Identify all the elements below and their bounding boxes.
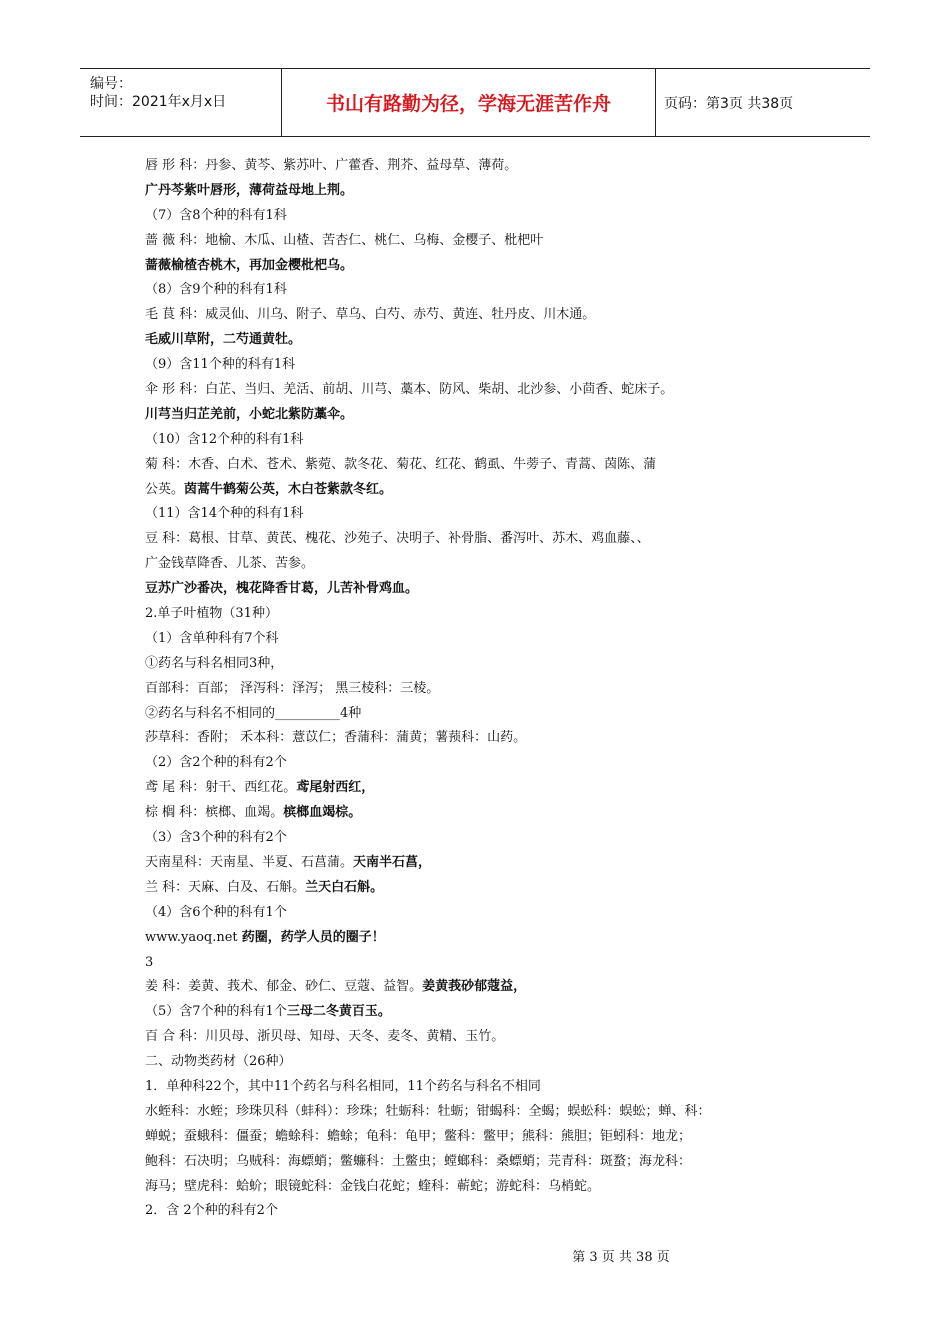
- text-line: [145, 876, 865, 901]
- line-text: （5）含7个种的科有1个: [145, 1004, 287, 1020]
- header-id-label: 编号：: [90, 76, 132, 92]
- text-line: [145, 403, 865, 428]
- line-text: 百部科：百部； 泽泻科：泽泻； 黑三棱科：三棱。: [145, 680, 440, 696]
- text-line: [145, 751, 865, 776]
- footer-page-number: 第 3 页 共 38 页: [572, 1250, 670, 1265]
- mnemonic-text: 三母二冬黄百玉。: [286, 1004, 391, 1020]
- line-text: 蝉蜕；蚕蛾科：僵蚕；蟾蜍科：蟾蜍；龟科：龟甲；鳖科：鳖甲；熊科：熊胆；钜蚓科：地龙；: [145, 1128, 692, 1144]
- line-text: 豆 科：葛根、甘草、黄芪、槐花、沙苑子、决明子、补骨脂、番泻叶、苏木、鸡血藤、、: [145, 531, 650, 547]
- mnemonic-text: 兰天白石斛。: [305, 879, 384, 895]
- text-line: [145, 1050, 865, 1075]
- page-footer: [0, 1246, 950, 1265]
- mnemonic-text: 槟榔血竭棕。: [283, 805, 362, 821]
- text-line: [145, 926, 865, 951]
- line-text: （8）含9个种的科有1科: [145, 282, 287, 298]
- line-text: 水蛭科：水蛭；珍珠贝科（蚌科）：珍珠；牡蛎科：牡蛎；钳蝎科：全蝎；蜈蚣科：蜈蚣；蝉、科：: [145, 1103, 711, 1119]
- text-line: [145, 627, 865, 652]
- line-text: www.yaoq.net: [145, 929, 242, 945]
- text-line: [145, 1100, 865, 1125]
- mnemonic-text: 广丹芩紫叶唇形，薄荷益母地上荆。: [145, 182, 354, 198]
- text-line: [145, 776, 865, 801]
- mnemonic-text: 鸢尾射西红，: [296, 780, 375, 796]
- text-line: [145, 552, 865, 577]
- text-line: [145, 154, 865, 179]
- text-line: [145, 478, 865, 503]
- line-text: ①药名与科名相同3种，: [145, 655, 284, 671]
- text-line: [145, 577, 865, 602]
- line-text: 天南星科：天南星、半夏、石菖蒲。: [145, 854, 354, 870]
- header-meta: [80, 69, 282, 136]
- mnemonic-text: 毛威川草附，二芍通黄牡。: [145, 332, 302, 348]
- line-text: （9）含11个种的科有1科: [145, 357, 296, 373]
- page-header: [80, 68, 870, 137]
- text-line: [145, 901, 865, 926]
- text-line: [145, 951, 865, 976]
- mnemonic-text: 豆苏广沙番决，槐花降香甘葛，儿苦补骨鸡血。: [145, 581, 419, 597]
- text-line: [145, 303, 865, 328]
- line-text: 兰 科：天麻、白及、石斛。: [145, 879, 306, 895]
- line-text: （4）含6个种的科有1个: [145, 904, 287, 920]
- text-line: [145, 428, 865, 453]
- line-text: 伞 形 科：白芷、当归、羌活、前胡、川芎、藁本、防风、柴胡、北沙参、小茴香、蛇床子。: [145, 382, 674, 398]
- line-text: 毛 茛 科：威灵仙、川乌、附子、草乌、白芍、赤芍、黄连、牡丹皮、川木通。: [145, 307, 596, 323]
- text-line: [145, 726, 865, 751]
- text-line: [145, 602, 865, 627]
- text-line: [145, 502, 865, 527]
- mnemonic-text: 姜黄莪砂郁蔻益，: [422, 979, 527, 995]
- line-text: 姜 科：姜黄、莪术、郁金、砂仁、豆蔻、益智。: [145, 979, 423, 995]
- text-line: [145, 353, 865, 378]
- text-line: [145, 204, 865, 229]
- text-line: [145, 1199, 865, 1224]
- text-line: [145, 328, 865, 353]
- line-text: 棕 榈 科：槟榔、血竭。: [145, 805, 284, 821]
- text-line: [145, 677, 865, 702]
- text-line: [145, 378, 865, 403]
- text-line: [145, 975, 865, 1000]
- line-text: 菊 科：木香、白术、苍术、紫菀、款冬花、菊花、红花、鹤虱、牛蒡子、青蒿、茵陈、蒲: [145, 456, 657, 472]
- document-body: [145, 154, 865, 1224]
- line-text: 1．单种科22个，其中11个药名与科名相同，11个药名与科名不相同: [145, 1078, 541, 1094]
- mnemonic-text: 蔷薇榆楂杏桃木，再加金樱枇杷乌。: [145, 257, 354, 273]
- line-text: 唇 形 科：丹参、黄芩、紫苏叶、广藿香、荆芥、益母草、薄荷。: [145, 158, 518, 173]
- mnemonic-text: 药圈，药学人员的圈子！: [241, 929, 385, 945]
- line-text: （10）含12个种的科有1科: [145, 431, 304, 447]
- text-line: [145, 1000, 865, 1025]
- line-text: 广金钱草降香、儿茶、苦参。: [145, 556, 315, 572]
- line-text: 二、动物类药材（26种）: [145, 1054, 292, 1070]
- mnemonic-text: 天南半石菖，: [353, 854, 432, 870]
- header-page-label: 页码：第3页 共38页: [664, 95, 794, 112]
- text-line: [145, 1075, 865, 1100]
- text-line: [145, 851, 865, 876]
- header-time-label: 时间：2021年x月x日: [90, 94, 227, 110]
- text-line: [145, 527, 865, 552]
- line-text: ②药名与科名不相同的__________4种: [145, 705, 362, 721]
- mnemonic-text: 茵蒿牛鹤菊公英，木白苍紫款冬红。: [184, 481, 393, 497]
- line-text: 莎草科：香附； 禾本科：薏苡仁；香蒲科：蒲黄；薯蓣科：山药。: [145, 730, 527, 746]
- text-line: [145, 801, 865, 826]
- text-line: [145, 702, 865, 727]
- line-text: 3: [145, 954, 154, 970]
- line-text: （7）含8个种的科有1科: [145, 207, 287, 223]
- line-text: （11）含14个种的科有1科: [145, 506, 304, 522]
- line-text: 2．含 2个种的科有2个: [145, 1203, 278, 1219]
- line-text: 鸢 尾 科：射干、西红花。: [145, 780, 297, 796]
- text-line: [145, 1150, 865, 1175]
- text-line: [145, 254, 865, 279]
- line-text: （1）含单种科有7个科: [145, 630, 279, 646]
- line-text: 2.单子叶植物（31种）: [145, 606, 278, 622]
- text-line: [145, 1125, 865, 1150]
- line-text: （3）含3个种的科有2个: [145, 830, 287, 846]
- line-text: 海马；壁虎科：蛤蚧；眼镜蛇科：金钱白花蛇；蝰科：蕲蛇；游蛇科：乌梢蛇。: [145, 1178, 601, 1194]
- mnemonic-text: 川芎当归芷羌前，小蛇北紫防藁伞。: [145, 406, 354, 422]
- line-text: 鲍科：石决明；乌贼科：海螵蛸；鳖蠊科：土鳖虫；螳螂科：桑螵蛸；芫青科：斑蝥；海龙科：: [145, 1153, 692, 1169]
- text-line: [145, 652, 865, 677]
- text-line: [145, 278, 865, 303]
- line-text: （2）含2个种的科有2个: [145, 755, 287, 771]
- text-line: [145, 229, 865, 254]
- line-text: 百 合 科：川贝母、浙贝母、知母、天冬、麦冬、黄精、玉竹。: [145, 1029, 505, 1045]
- header-motto: 书山有路勤为径，学海无涯苦作舟: [282, 69, 656, 136]
- text-line: [145, 826, 865, 851]
- text-line: [145, 1175, 865, 1200]
- text-line: [145, 453, 865, 478]
- line-text: 公英。: [145, 481, 185, 497]
- line-text: 蔷 薇 科：地榆、木瓜、山楂、苦杏仁、桃仁、乌梅、金樱子、枇杷叶: [145, 232, 544, 248]
- text-line: [145, 179, 865, 204]
- text-line: [145, 1025, 865, 1050]
